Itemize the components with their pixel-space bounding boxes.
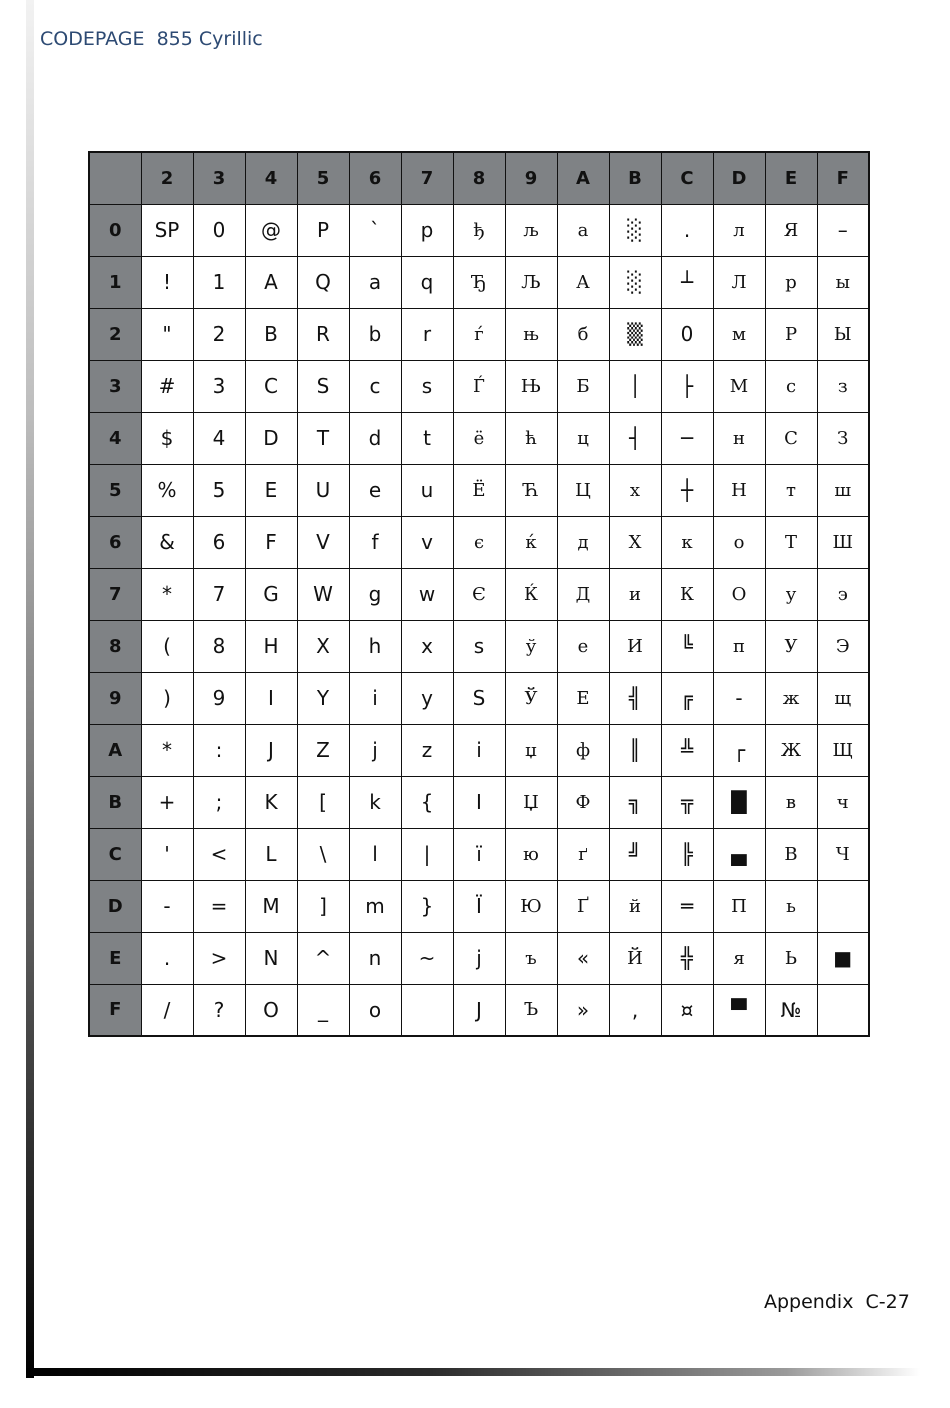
character-cell: ▄ bbox=[713, 828, 765, 880]
character-cell: ф bbox=[557, 724, 609, 776]
table-row bbox=[89, 256, 869, 308]
character-cell: е bbox=[557, 620, 609, 672]
character-cell: I bbox=[245, 672, 297, 724]
character-cell: 8 bbox=[193, 620, 245, 672]
character-cell: в bbox=[765, 776, 817, 828]
table-row bbox=[89, 620, 869, 672]
character-cell: ╝ bbox=[609, 828, 661, 880]
character-cell: ░ bbox=[609, 204, 661, 256]
character-cell bbox=[817, 984, 869, 1036]
character-cell: Q bbox=[297, 256, 349, 308]
character-cell: p bbox=[401, 204, 453, 256]
character-cell: Т bbox=[765, 516, 817, 568]
character-cell: Я bbox=[765, 204, 817, 256]
character-cell: ' bbox=[141, 828, 193, 880]
character-cell: ╗ bbox=[609, 776, 661, 828]
character-cell: Љ bbox=[505, 256, 557, 308]
character-cell: q bbox=[401, 256, 453, 308]
table-row bbox=[89, 724, 869, 776]
character-cell: J bbox=[245, 724, 297, 776]
character-cell: Z bbox=[297, 724, 349, 776]
character-cell: f bbox=[349, 516, 401, 568]
character-cell: 0 bbox=[193, 204, 245, 256]
character-cell: ╬ bbox=[661, 932, 713, 984]
character-cell: G bbox=[245, 568, 297, 620]
character-cell: ╔ bbox=[661, 672, 713, 724]
character-cell: Э bbox=[817, 620, 869, 672]
character-cell: ¤ bbox=[661, 984, 713, 1036]
character-cell: ч bbox=[817, 776, 869, 828]
row-header-cell: 2 bbox=[89, 308, 141, 360]
character-cell: B bbox=[245, 308, 297, 360]
character-cell: V bbox=[297, 516, 349, 568]
character-cell: м bbox=[713, 308, 765, 360]
character-cell: – bbox=[817, 204, 869, 256]
column-header-cell: 4 bbox=[245, 152, 297, 204]
character-cell: 7 bbox=[193, 568, 245, 620]
character-cell: S bbox=[297, 360, 349, 412]
character-cell: Ï bbox=[453, 880, 505, 932]
character-cell: │ bbox=[609, 360, 661, 412]
character-cell: H bbox=[245, 620, 297, 672]
character-cell: ╦ bbox=[661, 776, 713, 828]
character-cell: g bbox=[349, 568, 401, 620]
character-cell: # bbox=[141, 360, 193, 412]
character-cell: ѓ bbox=[453, 308, 505, 360]
character-cell: J bbox=[453, 984, 505, 1036]
character-cell: e bbox=[349, 464, 401, 516]
character-cell: ~ bbox=[401, 932, 453, 984]
character-cell: w bbox=[401, 568, 453, 620]
character-cell: / bbox=[141, 984, 193, 1036]
character-cell: @ bbox=[245, 204, 297, 256]
character-cell: h bbox=[349, 620, 401, 672]
row-header-cell: A bbox=[89, 724, 141, 776]
row-header-cell: 6 bbox=[89, 516, 141, 568]
character-cell: Ш bbox=[817, 516, 869, 568]
character-cell: к bbox=[661, 516, 713, 568]
character-cell: ќ bbox=[505, 516, 557, 568]
character-cell: 0 bbox=[661, 308, 713, 360]
character-cell: _ bbox=[297, 984, 349, 1036]
character-cell: Е bbox=[557, 672, 609, 724]
column-header-cell: C bbox=[661, 152, 713, 204]
character-cell: W bbox=[297, 568, 349, 620]
character-cell: Ф bbox=[557, 776, 609, 828]
character-cell: В bbox=[765, 828, 817, 880]
character-cell: с bbox=[765, 360, 817, 412]
character-cell: С bbox=[765, 412, 817, 464]
character-cell: R bbox=[297, 308, 349, 360]
character-cell: m bbox=[349, 880, 401, 932]
column-header-cell: A bbox=[557, 152, 609, 204]
character-cell: M bbox=[245, 880, 297, 932]
character-cell: З bbox=[817, 412, 869, 464]
character-cell: ] bbox=[297, 880, 349, 932]
character-cell: Ђ bbox=[453, 256, 505, 308]
row-header-cell: 8 bbox=[89, 620, 141, 672]
character-cell: ў bbox=[505, 620, 557, 672]
character-cell: ! bbox=[141, 256, 193, 308]
character-cell: ╚ bbox=[661, 620, 713, 672]
character-cell: 5 bbox=[193, 464, 245, 516]
character-cell: ^ bbox=[297, 932, 349, 984]
character-cell: - bbox=[141, 880, 193, 932]
character-cell: " bbox=[141, 308, 193, 360]
character-cell: F bbox=[245, 516, 297, 568]
character-cell: ╠ bbox=[661, 828, 713, 880]
character-cell: : bbox=[193, 724, 245, 776]
character-cell: э bbox=[817, 568, 869, 620]
character-cell: ║ bbox=[609, 724, 661, 776]
character-cell: Ь bbox=[765, 932, 817, 984]
character-cell: њ bbox=[505, 308, 557, 360]
character-cell: Ѓ bbox=[453, 360, 505, 412]
table-row bbox=[89, 464, 869, 516]
character-cell: 3 bbox=[193, 360, 245, 412]
table-row bbox=[89, 880, 869, 932]
character-cell: у bbox=[765, 568, 817, 620]
character-cell: ─ bbox=[661, 412, 713, 464]
codepage-table-body bbox=[89, 204, 869, 1036]
character-cell: о bbox=[713, 516, 765, 568]
row-header-cell: D bbox=[89, 880, 141, 932]
character-cell: ш bbox=[817, 464, 869, 516]
character-cell: Џ bbox=[505, 776, 557, 828]
column-header-cell: 8 bbox=[453, 152, 505, 204]
character-cell: щ bbox=[817, 672, 869, 724]
corner-header-cell bbox=[89, 152, 141, 204]
character-cell: i bbox=[349, 672, 401, 724]
character-cell: Д bbox=[557, 568, 609, 620]
character-cell: я bbox=[713, 932, 765, 984]
character-cell: + bbox=[141, 776, 193, 828]
row-header-cell: 4 bbox=[89, 412, 141, 464]
character-cell: t bbox=[401, 412, 453, 464]
character-cell: E bbox=[245, 464, 297, 516]
table-row bbox=[89, 308, 869, 360]
character-cell: ░ bbox=[609, 256, 661, 308]
character-cell: Ћ bbox=[505, 464, 557, 516]
character-cell: l bbox=[349, 828, 401, 880]
character-cell: л bbox=[713, 204, 765, 256]
character-cell: T bbox=[297, 412, 349, 464]
character-cell: К bbox=[661, 568, 713, 620]
character-cell: d bbox=[349, 412, 401, 464]
character-cell: д bbox=[557, 516, 609, 568]
character-cell: * bbox=[141, 568, 193, 620]
character-cell: & bbox=[141, 516, 193, 568]
character-cell: o bbox=[349, 984, 401, 1036]
page-footer: Appendix C-27 bbox=[764, 1291, 910, 1313]
character-cell: SP bbox=[141, 204, 193, 256]
character-cell: ┌ bbox=[713, 724, 765, 776]
character-cell: И bbox=[609, 620, 661, 672]
character-cell: Ъ bbox=[505, 984, 557, 1036]
row-header-cell: B bbox=[89, 776, 141, 828]
character-cell: Ц bbox=[557, 464, 609, 516]
character-cell: * bbox=[141, 724, 193, 776]
character-cell: a bbox=[349, 256, 401, 308]
column-header-row bbox=[89, 152, 869, 204]
row-header-cell: F bbox=[89, 984, 141, 1036]
character-cell: % bbox=[141, 464, 193, 516]
character-cell: , bbox=[609, 984, 661, 1036]
column-header-cell: D bbox=[713, 152, 765, 204]
character-cell: ┤ bbox=[609, 412, 661, 464]
character-cell: L bbox=[245, 828, 297, 880]
column-header-cell: 9 bbox=[505, 152, 557, 204]
character-cell: б bbox=[557, 308, 609, 360]
character-cell: D bbox=[245, 412, 297, 464]
character-cell: « bbox=[557, 932, 609, 984]
character-cell: C bbox=[245, 360, 297, 412]
table-row bbox=[89, 672, 869, 724]
character-cell: є bbox=[453, 516, 505, 568]
character-cell: 6 bbox=[193, 516, 245, 568]
character-cell: Ё bbox=[453, 464, 505, 516]
character-cell: Л bbox=[713, 256, 765, 308]
character-cell: Ы bbox=[817, 308, 869, 360]
character-cell: { bbox=[401, 776, 453, 828]
table-row bbox=[89, 516, 869, 568]
row-header-cell: E bbox=[89, 932, 141, 984]
character-cell: ▀ bbox=[713, 984, 765, 1036]
character-cell: У bbox=[765, 620, 817, 672]
character-cell: I bbox=[453, 776, 505, 828]
character-cell: 4 bbox=[193, 412, 245, 464]
character-cell: - bbox=[713, 672, 765, 724]
character-cell: O bbox=[245, 984, 297, 1036]
character-cell: Ч bbox=[817, 828, 869, 880]
column-header-cell: 5 bbox=[297, 152, 349, 204]
character-cell: п bbox=[713, 620, 765, 672]
character-cell: ╣ bbox=[609, 672, 661, 724]
character-cell: н bbox=[713, 412, 765, 464]
character-cell: ï bbox=[453, 828, 505, 880]
character-cell: љ bbox=[505, 204, 557, 256]
table-row bbox=[89, 360, 869, 412]
character-cell: Б bbox=[557, 360, 609, 412]
character-cell: > bbox=[193, 932, 245, 984]
row-header-cell: 0 bbox=[89, 204, 141, 256]
character-cell: и bbox=[609, 568, 661, 620]
page-bottom-border bbox=[26, 1368, 920, 1376]
character-cell: ґ bbox=[557, 828, 609, 880]
character-cell: ъ bbox=[505, 932, 557, 984]
column-header-cell: F bbox=[817, 152, 869, 204]
character-cell: j bbox=[453, 932, 505, 984]
character-cell: ю bbox=[505, 828, 557, 880]
character-cell: r bbox=[401, 308, 453, 360]
character-cell: а bbox=[557, 204, 609, 256]
character-cell: Ў bbox=[505, 672, 557, 724]
character-cell: . bbox=[661, 204, 713, 256]
character-cell: х bbox=[609, 464, 661, 516]
character-cell: Щ bbox=[817, 724, 869, 776]
character-cell: О bbox=[713, 568, 765, 620]
character-cell: Й bbox=[609, 932, 661, 984]
character-cell: y bbox=[401, 672, 453, 724]
column-header-cell: 3 bbox=[193, 152, 245, 204]
character-cell: М bbox=[713, 360, 765, 412]
character-cell: ђ bbox=[453, 204, 505, 256]
character-cell: ћ bbox=[505, 412, 557, 464]
character-cell: u bbox=[401, 464, 453, 516]
character-cell: П bbox=[713, 880, 765, 932]
character-cell: S bbox=[453, 672, 505, 724]
character-cell: ж bbox=[765, 672, 817, 724]
character-cell: n bbox=[349, 932, 401, 984]
character-cell: 2 bbox=[193, 308, 245, 360]
character-cell: X bbox=[297, 620, 349, 672]
character-cell: 1 bbox=[193, 256, 245, 308]
column-header-cell: 6 bbox=[349, 152, 401, 204]
page-title: CODEPAGE 855 Cyrillic bbox=[40, 28, 263, 50]
character-cell: [ bbox=[297, 776, 349, 828]
character-cell: 9 bbox=[193, 672, 245, 724]
character-cell: z bbox=[401, 724, 453, 776]
character-cell: ; bbox=[193, 776, 245, 828]
character-cell: v bbox=[401, 516, 453, 568]
character-cell: ▒ bbox=[609, 308, 661, 360]
character-cell: ? bbox=[193, 984, 245, 1036]
character-cell: $ bbox=[141, 412, 193, 464]
character-cell: ┴ bbox=[661, 256, 713, 308]
character-cell: А bbox=[557, 256, 609, 308]
character-cell: K bbox=[245, 776, 297, 828]
character-cell: x bbox=[401, 620, 453, 672]
character-cell: » bbox=[557, 984, 609, 1036]
column-header-cell: 2 bbox=[141, 152, 193, 204]
row-header-cell: 1 bbox=[89, 256, 141, 308]
character-cell: Р bbox=[765, 308, 817, 360]
character-cell: N bbox=[245, 932, 297, 984]
character-cell: Н bbox=[713, 464, 765, 516]
page-left-border bbox=[26, 0, 34, 1378]
column-header-cell: 7 bbox=[401, 152, 453, 204]
character-cell: т bbox=[765, 464, 817, 516]
character-cell: b bbox=[349, 308, 401, 360]
character-cell: р bbox=[765, 256, 817, 308]
character-cell bbox=[401, 984, 453, 1036]
character-cell: k bbox=[349, 776, 401, 828]
character-cell: Y bbox=[297, 672, 349, 724]
character-cell: Ю bbox=[505, 880, 557, 932]
character-cell: й bbox=[609, 880, 661, 932]
character-cell: Ж bbox=[765, 724, 817, 776]
character-cell: № bbox=[765, 984, 817, 1036]
character-cell: ё bbox=[453, 412, 505, 464]
character-cell: з bbox=[817, 360, 869, 412]
character-cell: ) bbox=[141, 672, 193, 724]
codepage-table bbox=[88, 151, 870, 1037]
character-cell: ы bbox=[817, 256, 869, 308]
character-cell: P bbox=[297, 204, 349, 256]
character-cell: . bbox=[141, 932, 193, 984]
row-header-cell: 7 bbox=[89, 568, 141, 620]
character-cell: ■ bbox=[817, 932, 869, 984]
character-cell: ┼ bbox=[661, 464, 713, 516]
character-cell: } bbox=[401, 880, 453, 932]
character-cell: Ќ bbox=[505, 568, 557, 620]
column-header-cell: E bbox=[765, 152, 817, 204]
character-cell: = bbox=[193, 880, 245, 932]
character-cell: < bbox=[193, 828, 245, 880]
character-cell: Є bbox=[453, 568, 505, 620]
row-header-cell: 5 bbox=[89, 464, 141, 516]
character-cell: A bbox=[245, 256, 297, 308]
character-cell: U bbox=[297, 464, 349, 516]
character-cell: Њ bbox=[505, 360, 557, 412]
table-row bbox=[89, 828, 869, 880]
character-cell: \ bbox=[297, 828, 349, 880]
table-row bbox=[89, 204, 869, 256]
character-cell: ( bbox=[141, 620, 193, 672]
character-cell: ═ bbox=[661, 880, 713, 932]
character-cell: c bbox=[349, 360, 401, 412]
row-header-cell: C bbox=[89, 828, 141, 880]
character-cell: ├ bbox=[661, 360, 713, 412]
character-cell: s bbox=[453, 620, 505, 672]
character-cell: j bbox=[349, 724, 401, 776]
column-header-cell: B bbox=[609, 152, 661, 204]
table-row bbox=[89, 568, 869, 620]
character-cell: џ bbox=[505, 724, 557, 776]
character-cell: s bbox=[401, 360, 453, 412]
character-cell: █ bbox=[713, 776, 765, 828]
character-cell: ╩ bbox=[661, 724, 713, 776]
character-cell: Ґ bbox=[557, 880, 609, 932]
table-row bbox=[89, 984, 869, 1036]
table-row bbox=[89, 776, 869, 828]
character-cell: ц bbox=[557, 412, 609, 464]
row-header-cell: 3 bbox=[89, 360, 141, 412]
character-cell bbox=[817, 880, 869, 932]
table-row bbox=[89, 412, 869, 464]
row-header-cell: 9 bbox=[89, 672, 141, 724]
character-cell: ` bbox=[349, 204, 401, 256]
character-cell: Х bbox=[609, 516, 661, 568]
character-cell: | bbox=[401, 828, 453, 880]
character-cell: ь bbox=[765, 880, 817, 932]
character-cell: i bbox=[453, 724, 505, 776]
table-row bbox=[89, 932, 869, 984]
